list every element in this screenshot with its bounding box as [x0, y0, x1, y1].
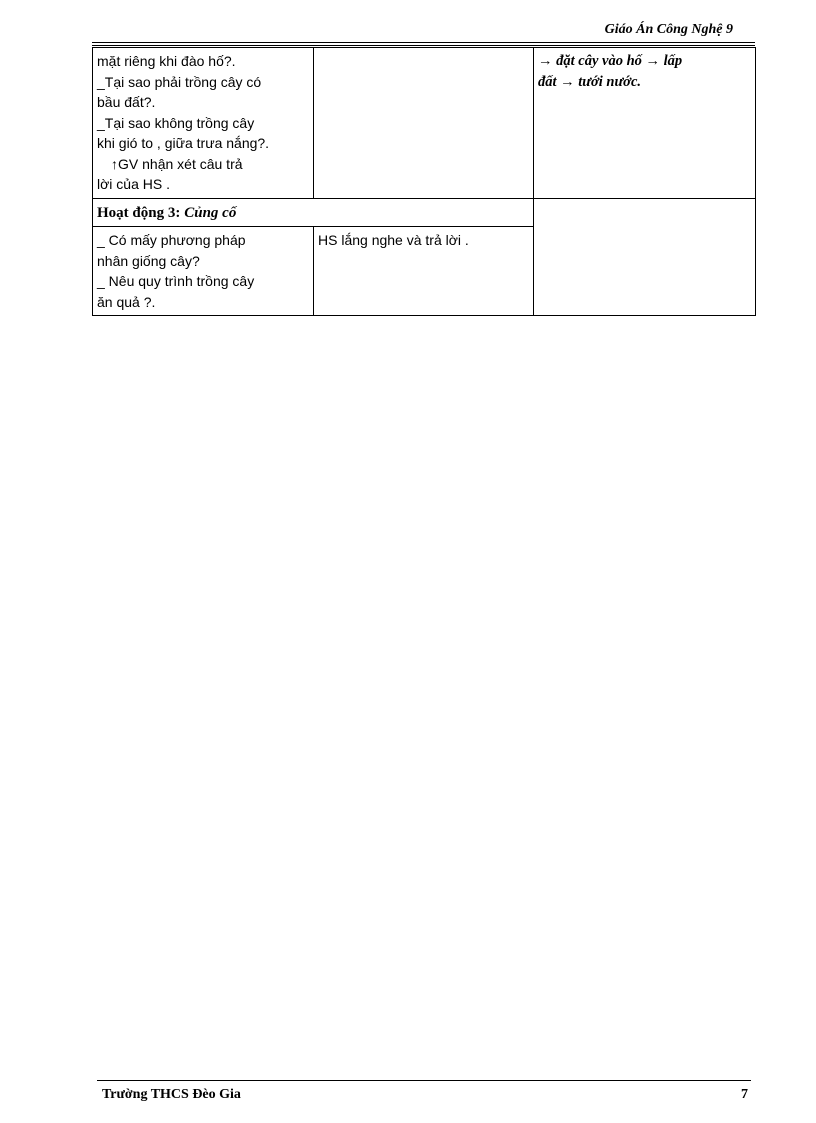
table-row [93, 48, 756, 199]
teacher-line: nhân giống cây? [97, 252, 200, 269]
teacher-activity-cell [93, 227, 314, 316]
student-activity-cell [314, 227, 534, 316]
teacher-line [97, 154, 309, 175]
teacher-line: ăn quả ?. [97, 293, 156, 310]
teacher-line: bầu đất?. [97, 94, 156, 110]
school-name: Trường THCS Đèo Gia [102, 1087, 241, 1102]
teacher-line: _ Có mấy phương pháp [97, 232, 246, 248]
content-line: đất → tưới nước. [538, 73, 642, 90]
activity-title: Củng cố [184, 204, 237, 221]
student-line: HS lắng nghe và trả lời . [318, 232, 469, 248]
teacher-line: _Tại sao không trồng cây [97, 114, 255, 131]
content-cell [534, 48, 756, 199]
student-activity-cell [314, 48, 534, 199]
header-rule-double [92, 45, 755, 46]
footer-rule [97, 1080, 751, 1081]
activity-label: Hoạt động 3: [97, 204, 181, 221]
teacher-line: khi gió to , giữa trưa nắng?. [97, 135, 270, 151]
table-row [93, 198, 756, 227]
header-rule [92, 42, 755, 43]
teacher-line-text: GV nhận xét câu trả [118, 155, 243, 172]
teacher-line: _Tại sao phải trồng cây có [97, 73, 262, 90]
teacher-line: mặt riêng khi đào hố?. [97, 53, 236, 69]
lesson-table [92, 47, 756, 316]
content-line: → đặt cây vào hố → lấp [538, 53, 683, 69]
arrow-up-icon: ↑ [111, 155, 118, 172]
page-header: Giáo Án Công Nghệ 9 [604, 22, 733, 37]
teacher-activity-cell [93, 48, 314, 199]
teacher-line: lời của HS . [97, 176, 170, 192]
teacher-line: _ Nêu quy trình trồng cây [97, 273, 255, 289]
content-cell-empty [534, 198, 756, 316]
page-number: 7 [741, 1087, 748, 1102]
activity-heading-cell [93, 198, 534, 227]
